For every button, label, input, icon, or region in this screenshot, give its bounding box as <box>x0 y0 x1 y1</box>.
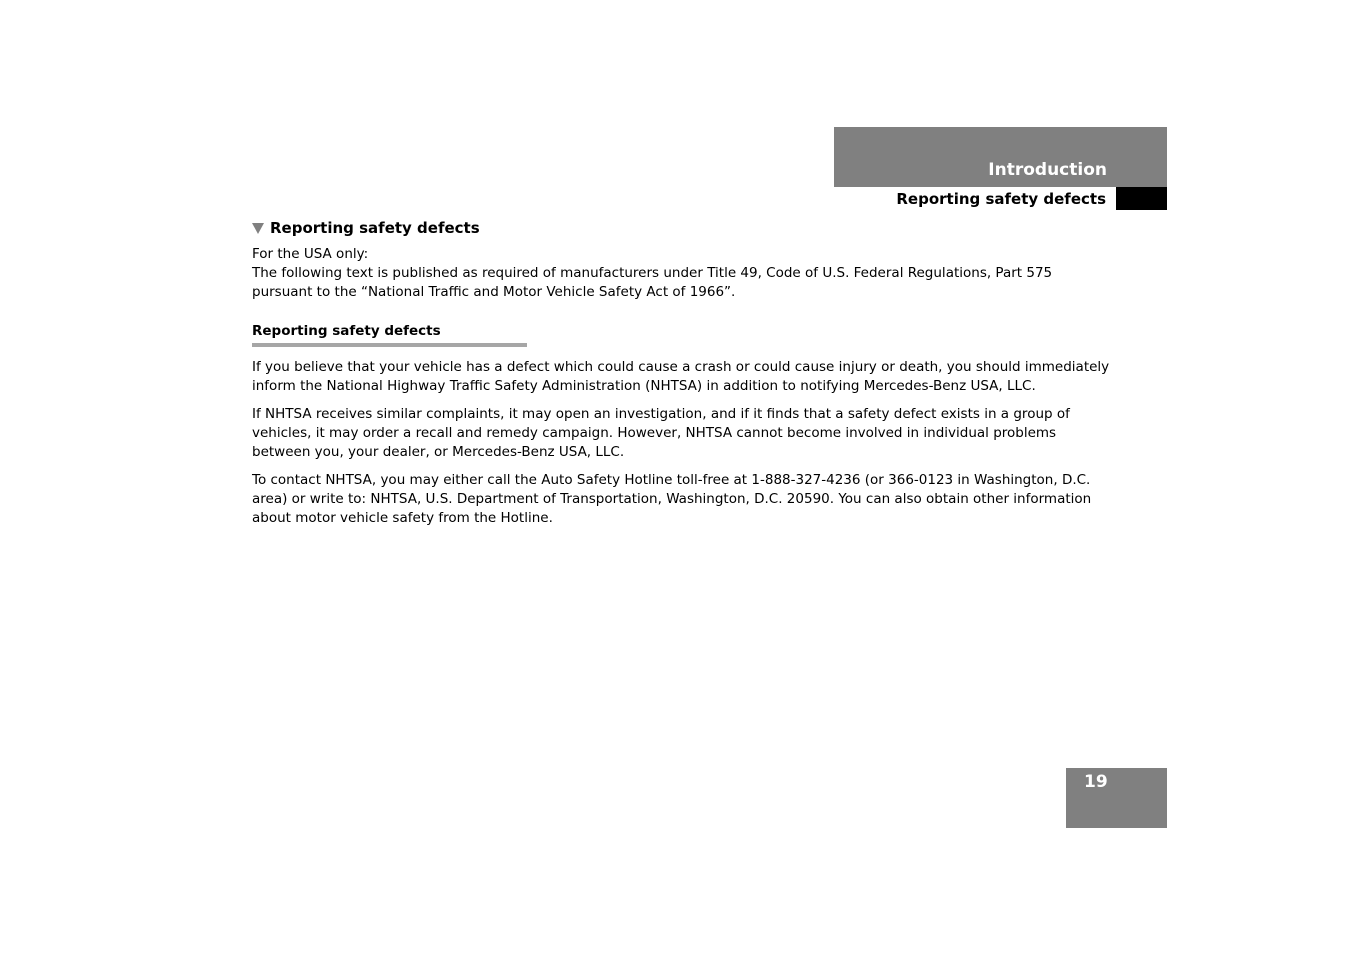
paragraph-2: If NHTSA receives similar complaints, it may open an investigation, and if it finds that a safety defect exists in a group of vehicles, it may order a recall and remedy campaign. However, NHTSA cannot become involved in individual problems between you, your dealer, or Mercedes-Benz USA, LLC. <box>252 406 1070 460</box>
intro-line-2: The following text is published as required of manufacturers under Title 49, Code of U.S. Federal Regulations, Part 575 pursuant to the “National Traffic and Motor Vehicle Safety Act of 1966”. <box>252 265 1053 300</box>
section-header-title: Reporting safety defects <box>896 190 1106 208</box>
page-heading-title: Reporting safety defects <box>270 219 480 237</box>
page-number-tab <box>1066 768 1167 828</box>
triangle-down-icon <box>252 223 264 234</box>
page-heading <box>252 219 480 237</box>
intro-block <box>252 245 1112 302</box>
page-number: 19 <box>1084 772 1108 792</box>
subsection-underline <box>252 343 527 347</box>
body-text <box>252 358 1112 537</box>
chapter-title: Introduction <box>988 160 1107 180</box>
paragraph-3: To contact NHTSA, you may either call the Auto Safety Hotline toll-free at 1-888-327-4236 (or 366-0123 in Washington, D.C. area) or write to: NHTSA, U.S. Department of Transportation, Washington, D.C. 20590. You can also obtain other information about motor vehicle safety from the Hotline. <box>252 472 1092 526</box>
chapter-header-tab <box>834 127 1167 187</box>
section-marker-tab <box>1116 187 1167 210</box>
subsection-title: Reporting safety defects <box>252 323 441 339</box>
intro-line-1: For the USA only: <box>252 246 369 262</box>
paragraph-1: If you believe that your vehicle has a defect which could cause a crash or could cause injury or death, you should immediately inform the National Highway Traffic Safety Administration (NHTSA) in addition to notifying Mercedes-Benz USA, LLC. <box>252 359 1110 394</box>
